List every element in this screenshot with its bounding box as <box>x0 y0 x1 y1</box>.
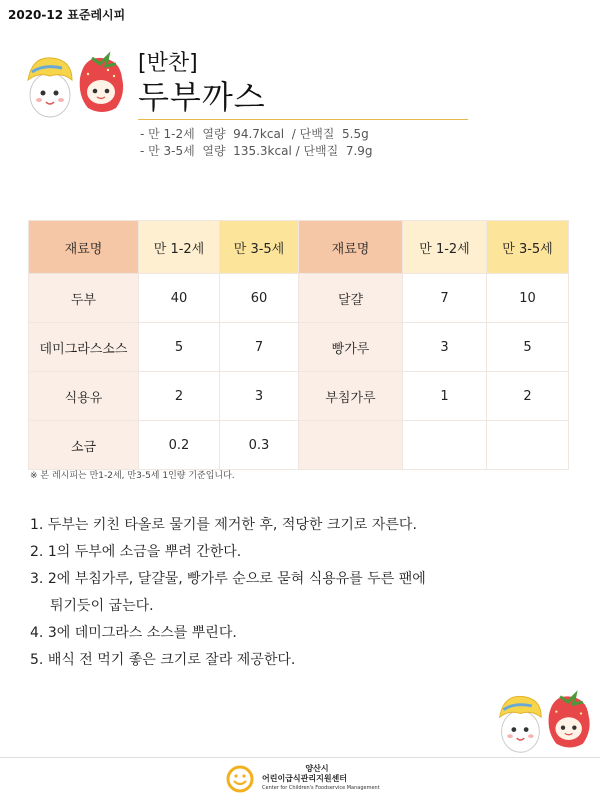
step-number: 2. <box>30 544 44 560</box>
step-text: 1의 두부에 소금을 뿌려 간한다. <box>47 544 242 560</box>
footer-organization-en: Center for Children's Foodservice Management <box>262 785 380 791</box>
step-text: 두부는 키친 타올로 물기를 제거한 후, 적당한 크기로 자른다. <box>47 517 417 533</box>
amount-cell: 7 <box>403 274 487 323</box>
list-item <box>30 539 570 566</box>
amount-cell: 10 <box>487 274 569 323</box>
table-header-row <box>29 221 569 274</box>
step-text: 2에 부침가루, 달걀물, 빵가루 순으로 묻혀 식용유를 두른 팬에 <box>47 571 426 587</box>
list-item <box>30 647 570 674</box>
list-item <box>30 512 570 539</box>
mascot-characters-icon <box>22 50 132 120</box>
list-item-continuation <box>30 593 570 620</box>
list-item <box>30 566 570 593</box>
amount-cell: 0.2 <box>139 421 220 470</box>
amount-cell <box>403 421 487 470</box>
title-underline <box>138 119 468 120</box>
ingredient-name: 두부 <box>29 274 139 323</box>
center-logo-icon <box>226 765 254 793</box>
step-number: 4. <box>30 625 44 641</box>
column-header: 만 1-2세 <box>403 221 487 274</box>
footer-city: 양산시 <box>305 764 329 773</box>
ingredient-name: 데미그라스소스 <box>29 323 139 372</box>
column-header: 만 3-5세 <box>220 221 299 274</box>
recipe-steps <box>30 512 570 674</box>
ingredient-name: 소금 <box>29 421 139 470</box>
recipe-title: 두부까스 <box>138 78 266 116</box>
recipe-category: [반찬] <box>138 51 198 76</box>
amount-cell: 7 <box>220 323 299 372</box>
ingredient-name: 식용유 <box>29 372 139 421</box>
step-text: 튀기듯이 굽는다. <box>50 598 154 614</box>
amount-cell: 0.3 <box>220 421 299 470</box>
ingredient-name: 달걀 <box>299 274 403 323</box>
column-header: 만 1-2세 <box>139 221 220 274</box>
step-number: 1. <box>30 517 44 533</box>
amount-cell: 2 <box>139 372 220 421</box>
footer-organization: 어린이급식관리지원센터 <box>262 774 348 783</box>
nutrition-info <box>140 126 373 160</box>
ingredient-name: 빵가루 <box>299 323 403 372</box>
document-date-label: 2020-12 표준레시피 <box>8 8 126 22</box>
footer-divider <box>0 757 600 758</box>
ingredients-table <box>28 220 569 470</box>
nutrition-line: - 만 3-5세 열량 135.3kcal / 단백질 7.9g <box>140 144 373 158</box>
amount-cell: 2 <box>487 372 569 421</box>
amount-cell: 3 <box>403 323 487 372</box>
step-number: 3. <box>30 571 44 587</box>
column-header: 만 3-5세 <box>487 221 569 274</box>
step-text: 배식 전 먹기 좋은 크기로 잘라 제공한다. <box>47 652 296 668</box>
nutrition-line: - 만 1-2세 열량 94.7kcal / 단백질 5.5g <box>140 127 369 141</box>
amount-cell: 5 <box>139 323 220 372</box>
column-header: 재료명 <box>29 221 139 274</box>
list-item <box>30 620 570 647</box>
table-row <box>29 421 569 470</box>
column-header: 재료명 <box>299 221 403 274</box>
table-row <box>29 372 569 421</box>
table-row <box>29 323 569 372</box>
table-footnote: ※ 본 레시피는 만1-2세, 만3-5세 1인량 기준입니다. <box>30 471 235 481</box>
amount-cell: 5 <box>487 323 569 372</box>
amount-cell: 60 <box>220 274 299 323</box>
amount-cell <box>487 421 569 470</box>
ingredient-name <box>299 421 403 470</box>
amount-cell: 3 <box>220 372 299 421</box>
step-text: 3에 데미그라스 소스를 뿌린다. <box>47 625 237 641</box>
ingredient-name: 부침가루 <box>299 372 403 421</box>
step-number: 5. <box>30 652 44 668</box>
table-row <box>29 274 569 323</box>
amount-cell: 40 <box>139 274 220 323</box>
amount-cell: 1 <box>403 372 487 421</box>
mascot-characters-icon <box>494 688 598 756</box>
